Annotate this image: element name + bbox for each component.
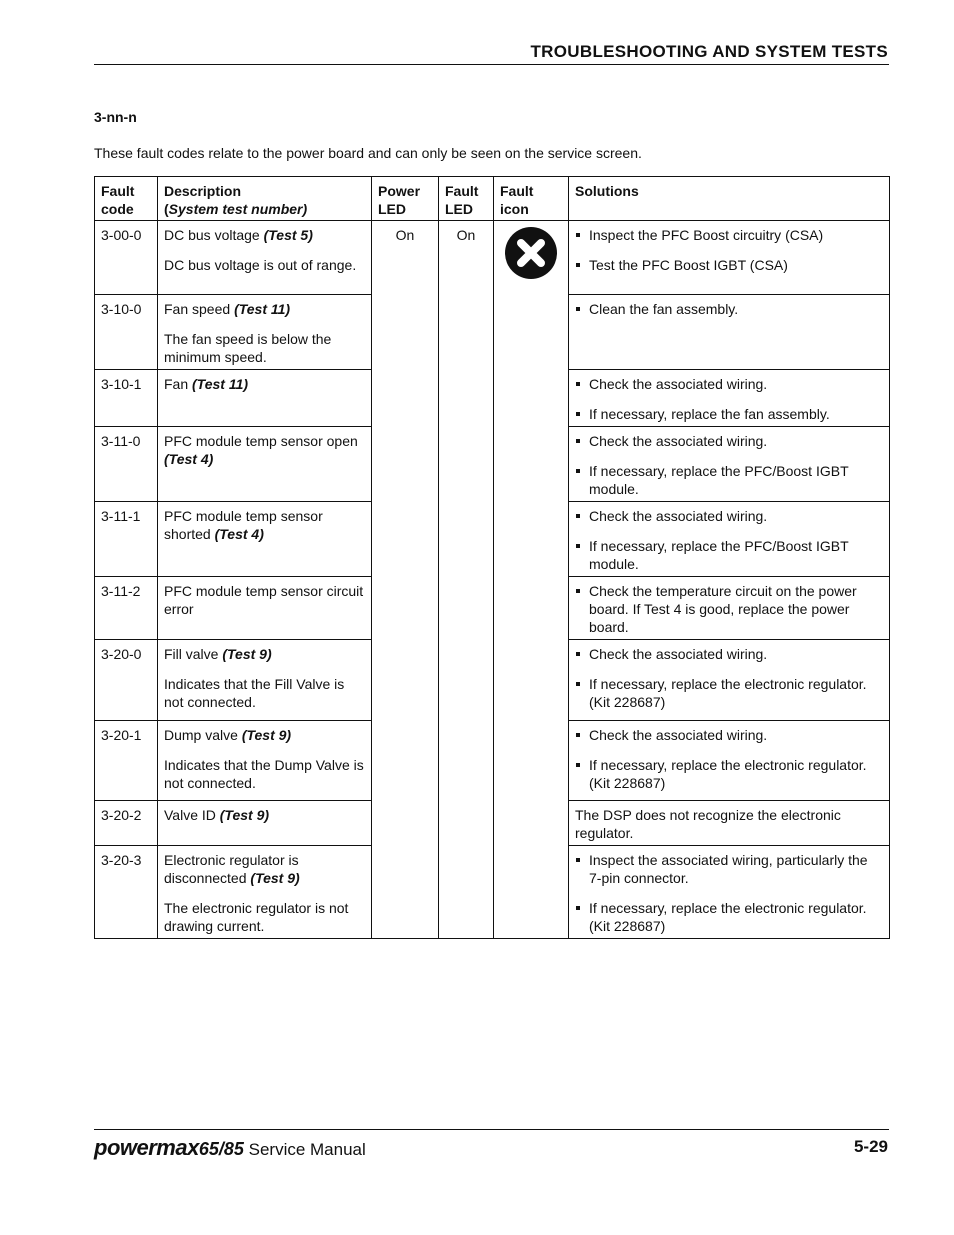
solutions-cell	[569, 370, 890, 427]
fault-code: 3-00-0	[95, 221, 158, 295]
list-item: Check the associated wiring.	[575, 507, 883, 525]
brand-logo: powermax	[94, 1135, 199, 1160]
table-header-row	[95, 177, 890, 221]
solutions-cell	[569, 721, 890, 801]
header-fault-code: Fault code	[95, 177, 158, 221]
fault-code: 3-10-0	[95, 295, 158, 370]
list-item: If necessary, replace the fan assembly.	[575, 405, 883, 423]
solutions-cell	[569, 640, 890, 721]
x-circle-icon	[504, 226, 558, 280]
list-item: Check the associated wiring.	[575, 645, 883, 663]
list-item: Inspect the associated wiring, particularly the 7-pin connector.	[575, 851, 883, 887]
fault-description: PFC module temp sensor circuit error	[158, 577, 372, 640]
solutions-cell	[569, 427, 890, 502]
fault-icon-cell	[494, 221, 569, 939]
header-power-led: Power LED	[372, 177, 439, 221]
page-number: 5-29	[853, 1137, 888, 1156]
list-item: Inspect the PFC Boost circuitry (CSA)	[575, 226, 883, 244]
fault-description: Electronic regulator is disconnected (Test 9) The electronic regulator is not drawing current.	[158, 846, 372, 939]
fault-code-table	[94, 176, 890, 939]
list-item: If necessary, replace the PFC/Boost IGBT module.	[575, 462, 883, 498]
list-item: If necessary, replace the electronic regulator. (Kit 228687)	[575, 675, 883, 711]
fault-code: 3-11-1	[95, 502, 158, 577]
header-title: TROUBLESHOOTING AND SYSTEM TESTS	[530, 42, 888, 61]
intro-text: These fault codes relate to the power board and can only be seen on the service screen.	[94, 145, 642, 161]
list-item: Check the associated wiring.	[575, 432, 883, 450]
table-row	[95, 221, 890, 295]
fault-code: 3-20-0	[95, 640, 158, 721]
header-fault-icon: Fault icon	[494, 177, 569, 221]
footer-rule	[94, 1129, 889, 1130]
footer-product	[94, 1135, 366, 1161]
list-item: If necessary, replace the PFC/Boost IGBT module.	[575, 537, 883, 573]
power-led-state: On	[372, 221, 439, 939]
header-description: Description (System test number)	[158, 177, 372, 221]
fault-description: Fill valve (Test 9) Indicates that the Fill Valve is not connected.	[158, 640, 372, 721]
list-item: Test the PFC Boost IGBT (CSA)	[575, 256, 883, 274]
header-fault-led: Fault LED	[439, 177, 494, 221]
fault-description: PFC module temp sensor shorted (Test 4)	[158, 502, 372, 577]
model-number: 65/85	[198, 1139, 244, 1159]
solutions-cell	[569, 295, 890, 370]
solutions-cell	[569, 577, 890, 640]
fault-code: 3-11-2	[95, 577, 158, 640]
fault-code: 3-20-1	[95, 721, 158, 801]
fault-code: 3-11-0	[95, 427, 158, 502]
solutions-cell	[569, 221, 890, 295]
solutions-cell	[569, 846, 890, 939]
list-item: If necessary, replace the electronic regulator. (Kit 228687)	[575, 756, 883, 792]
list-item: Clean the fan assembly.	[575, 300, 883, 318]
fault-code: 3-20-2	[95, 801, 158, 846]
header-rule	[94, 64, 889, 65]
solutions-cell: The DSP does not recognize the electronic regulator.	[569, 801, 890, 846]
solutions-cell	[569, 502, 890, 577]
header-solutions: Solutions	[569, 177, 890, 221]
section-title: 3-nn-n	[94, 109, 137, 125]
list-item: Check the temperature circuit on the power board. If Test 4 is good, replace the power board.	[575, 582, 883, 636]
fault-description: DC bus voltage (Test 5) DC bus voltage is out of range.	[158, 221, 372, 295]
fault-description: PFC module temp sensor open (Test 4)	[158, 427, 372, 502]
list-item: Check the associated wiring.	[575, 375, 883, 393]
fault-description: Fan (Test 11)	[158, 370, 372, 427]
fault-code: 3-20-3	[95, 846, 158, 939]
fault-description: Valve ID (Test 9)	[158, 801, 372, 846]
list-item: If necessary, replace the electronic regulator. (Kit 228687)	[575, 899, 883, 935]
manual-title: Service Manual	[248, 1140, 366, 1159]
fault-led-state: On	[439, 221, 494, 939]
fault-code: 3-10-1	[95, 370, 158, 427]
fault-description: Dump valve (Test 9) Indicates that the Dump Valve is not connected.	[158, 721, 372, 801]
fault-description: Fan speed (Test 11) The fan speed is below the minimum speed.	[158, 295, 372, 370]
list-item: Check the associated wiring.	[575, 726, 883, 744]
